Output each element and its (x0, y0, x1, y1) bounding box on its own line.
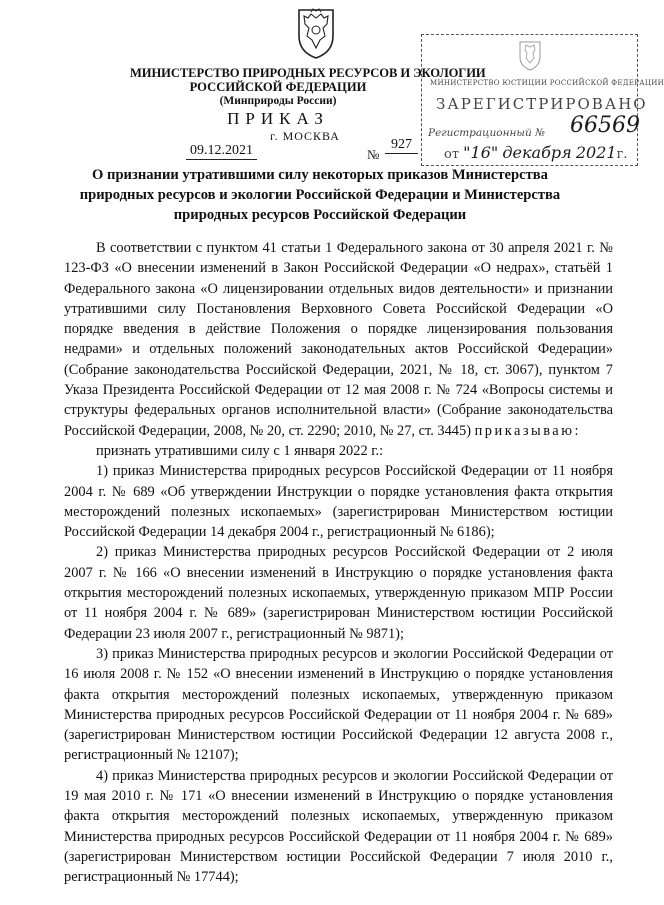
order-body (64, 238, 613, 888)
ministry-name-line2: РОССИЙСКОЙ ФЕДЕРАЦИИ (189, 80, 367, 94)
coat-of-arms-emblem (293, 6, 339, 60)
order-date (186, 143, 257, 160)
order-subject-title: О признании утратившими силу некоторых приказов Министерства природных ресурсов и экологии Российской Федерации и Министерства природных ресурсов Российской Федерации (79, 167, 561, 223)
preamble-text: В соответствии с пунктом 41 статьи 1 Федерального закона от 30 апреля 2021 г. № 123-ФЗ «О внесении изменений в Закон Российской Федерации «О недрах», статьёй 1 Федерального закона «О лицензировании отдельных видов деятельности» и признании утратившими силу Постановления Верховного Совета Российской Федерации «О порядке введения в действие Положения о порядке лицензирования пользования недрами» и отдельных положений законодательных актов Российской Федерации» (Собрание законодательства Российской Федерации, 2021, № 18, ст. 3067), пунктом 7 Указа Президента Российской Федерации от 12 мая 2008 г. № 724 «Вопросы системы и структуры федеральных органов исполнительной власти» (Собрание законодательства Российской Федерации, 2008, № 20, ст. 2290; 2010, № 27, ст. 3445) (64, 240, 613, 439)
stamp-emblem-icon (516, 39, 544, 71)
order-date-value: 09.12.2021 (186, 143, 257, 160)
stamp-date-day: "16" (463, 143, 499, 162)
stamp-organization: МИНИСТЕРСТВО ЮСТИЦИИ РОССИЙСКОЙ ФЕДЕРАЦИИ (430, 79, 664, 87)
stamp-date-year: 2021 (575, 143, 617, 162)
list-item: 4) приказ Министерства природных ресурсов и экологии Российской Федерации от 19 мая 2010 г. № 171 «О внесении изменений в Инструкцию о порядке установления факта открытия месторождений полезных ископаемых, утвержденную приказом Министерства природных ресурсов Российской Федерации от 11 ноября 2004 г. № 689» (зарегистрирован Министерством юстиции Российской Федерации 7 июля 2010 г., регистрационный № 17744); (64, 767, 613, 886)
registration-stamp (421, 34, 664, 166)
stamp-date-prefix: от (444, 147, 460, 162)
ministry-name-line1: МИНИСТЕРСТВО ПРИРОДНЫХ РЕСУРСОВ И ЭКОЛОГИИ (130, 66, 486, 80)
preamble-paragraph (64, 238, 613, 441)
order-number-value: 927 (385, 137, 418, 154)
stamp-registered-label: ЗАРЕГИСТРИРОВАНО (436, 95, 648, 113)
order-word: приказываю: (474, 422, 581, 439)
city-label: г. МОСКВА (270, 129, 340, 143)
stamp-date-month: декабря (502, 143, 572, 162)
stamp-reg-number-value: 66569 (570, 113, 640, 138)
list-item: 3) приказ Министерства природных ресурсов и экологии Российской Федерации от 16 июля 2008 г. № 152 «О внесении изменений в Инструкцию о порядке установления факта открытия месторождений полезных ископаемых, утвержденную приказом Министерства природных ресурсов Российской Федерации от 11 ноября 2004 г. № 689» (зарегистрирован Министерством юстиции Российской Федерации 12 августа 2008 г., регистрационный № 12107); (64, 645, 613, 764)
list-item: 1) приказ Министерства природных ресурсов Российской Федерации от 11 ноября 2004 г. № 689 «Об утверждении Инструкции о порядке установления факта открытия месторождений полезных ископаемых» (зарегистрирован Министерством юстиции Российской Федерации 14 декабря 2004 г., регистрационный № 6186); (64, 463, 613, 541)
stamp-reg-number-label: Регистрационный № (428, 127, 545, 139)
order-number-sign: № (367, 147, 380, 162)
stamp-registration-date (444, 143, 628, 162)
list-item: 2) приказ Министерства природных ресурсов Российской Федерации от 2 июля 2007 г. № 166 «О внесении изменений в Инструкцию о порядке установления факта открытия месторождений полезных ископаемых, утвержденную приказом МПР России от 11 ноября 2004 г. № 689» (зарегистрирован Министерством юстиции Российской Федерации 23 июля 2007 г., регистрационный № 9871); (64, 544, 613, 642)
ministry-short-name: (Минприроды России) (219, 95, 337, 107)
document-type-title: ПРИКАЗ (227, 109, 329, 128)
stamp-date-suffix: г. (616, 147, 628, 162)
intro-paragraph: признать утратившими силу с 1 января 2022 г.: (96, 442, 384, 459)
